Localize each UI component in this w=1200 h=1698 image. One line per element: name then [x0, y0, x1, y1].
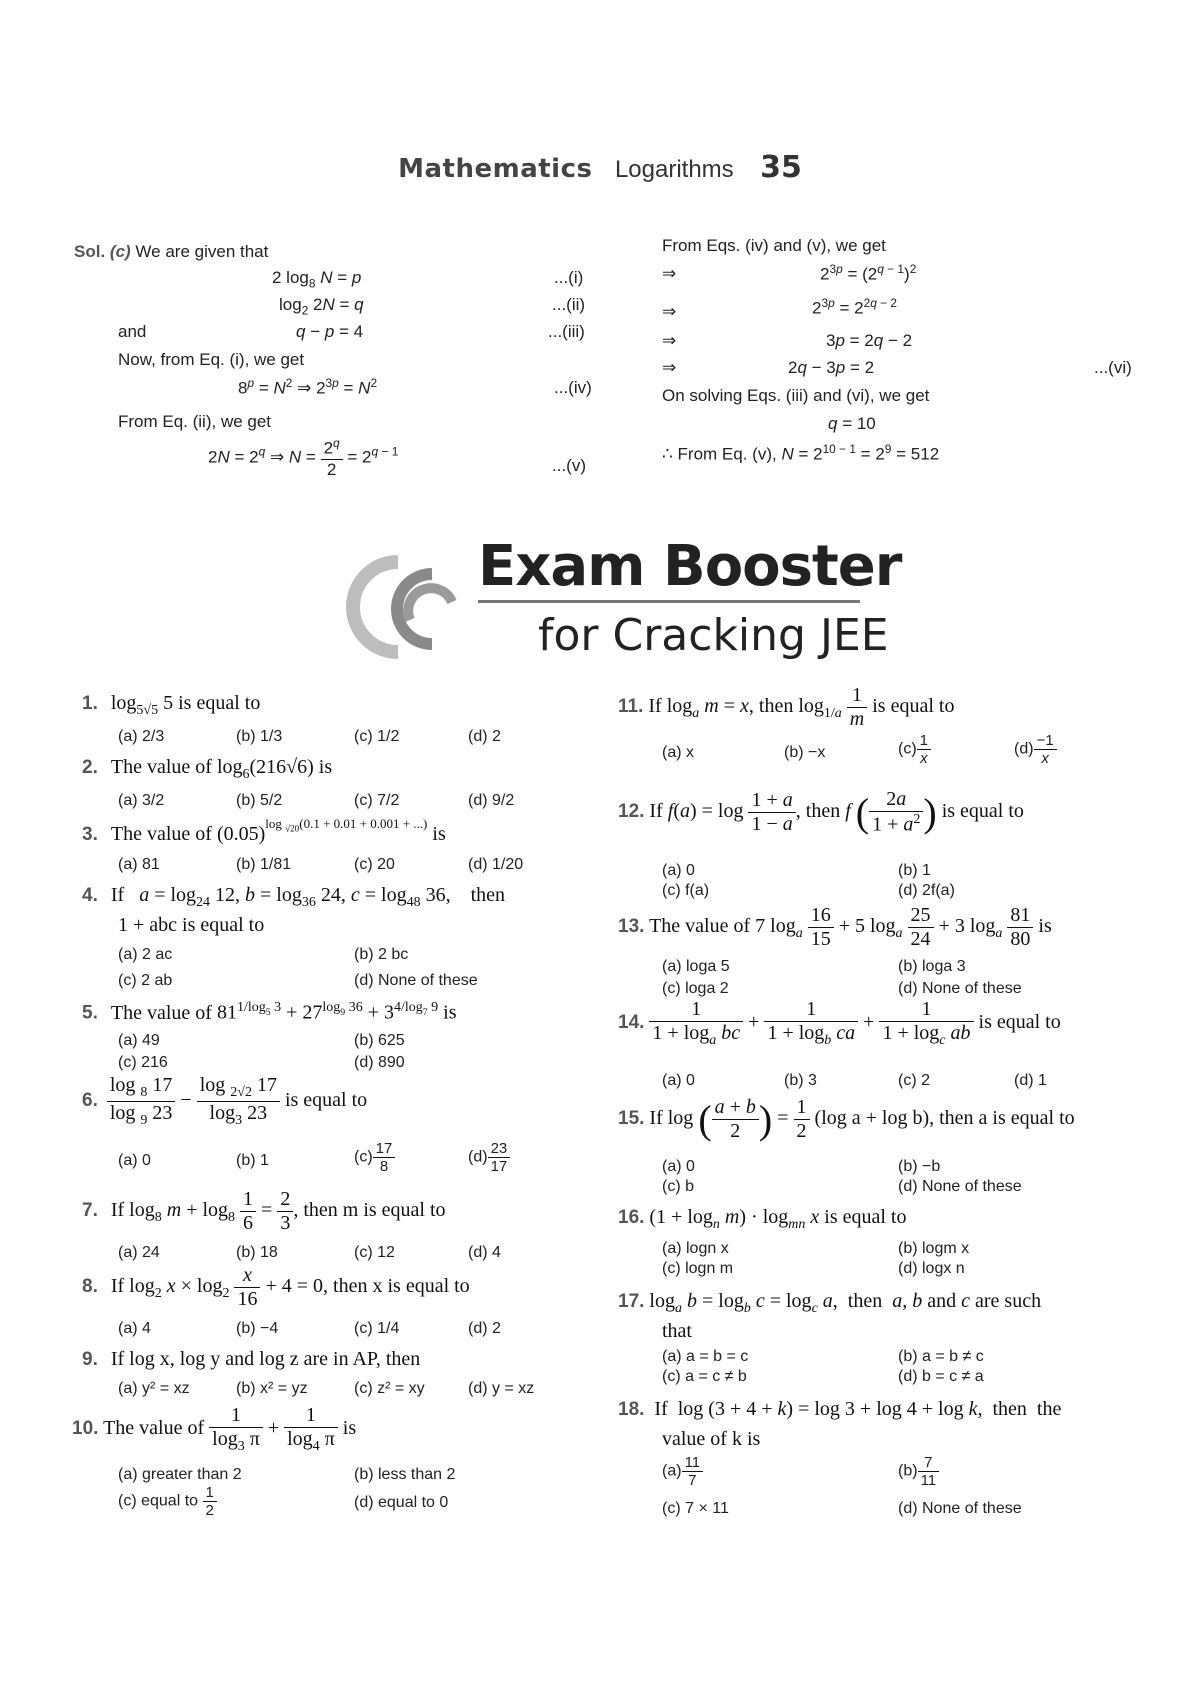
q12-option-b: (b) 1	[898, 862, 931, 879]
q4-option-c: (c) 2 ab	[118, 972, 173, 989]
q8-option-b: (b) −4	[236, 1320, 279, 1337]
q14-option-c: (c) 2	[898, 1072, 930, 1089]
q11-option-d: (d) $\frac{-1}{x}$	[1014, 732, 1057, 767]
question-3: 3. The value of $(0.05)^{log _{√20}(0.1 + 0.01 + 0.001 + ...)}$ is	[82, 816, 446, 845]
right-intro: From Eqs. (iv) and (v), we get	[662, 236, 886, 255]
q15-option-a: (a) 0	[662, 1158, 695, 1175]
r-eq-4: 2q − 3p = 2	[788, 358, 875, 377]
question-18: 18. If log (3 + 4 + k) = log 3 + log 4 + log k, then the	[618, 1398, 1062, 1420]
q4-option-a: (a) 2 ac	[118, 946, 173, 963]
q6-option-b: (b) 1	[236, 1152, 269, 1169]
question-4-line2: 1 + abc is equal to	[118, 914, 265, 936]
final-line: ∴ From Eq. (v), $N = 2^{10 - 1} = 2^9 = 512$	[662, 442, 940, 464]
q16-option-d: (d) logx n	[898, 1260, 965, 1277]
q18-option-c: (c) 7 × 11	[662, 1500, 729, 1517]
question-10: 10. The value of $\frac{1}{\log_3 \pi}$ + $\frac{1}{\log_4 \pi}$ is	[72, 1404, 357, 1454]
q16-option-a: (a) logn x	[662, 1240, 729, 1257]
q17-option-a: (a) a = b = c	[662, 1348, 749, 1365]
q5-option-b: (b) 625	[354, 1032, 405, 1049]
q13-option-a: (a) loga 5	[662, 958, 730, 975]
q5-option-c: (c) 216	[118, 1054, 168, 1071]
banner-title: Exam Booster	[478, 534, 902, 599]
tag-5: ...(v)	[552, 456, 586, 475]
q9-option-b: (b) x² = yz	[236, 1380, 308, 1397]
q3-option-b: (b) 1/81	[236, 856, 292, 873]
q2-option-c: (c) 7/2	[354, 792, 400, 809]
question-8: 8. If $\log_2 x \times \log_2$ $\frac{x}{16}$ + 4 = 0, then x is equal to	[82, 1264, 470, 1310]
eq-3: q − p = 4	[296, 322, 364, 341]
q15-option-d: (d) None of these	[898, 1178, 1022, 1195]
question-9: 9. If log x, log y and log z are in AP, then	[82, 1348, 421, 1370]
q13-option-c: (c) loga 2	[662, 980, 729, 997]
q11-option-c: (c) $\frac{1}{x}$	[898, 732, 931, 767]
r-eq-1: $2^{3p} = (2^{q - 1})^2$	[820, 262, 917, 284]
q16-option-b: (b) logm x	[898, 1240, 970, 1257]
solving-line: On solving Eqs. (iii) and (vi), we get	[662, 386, 930, 405]
q4-option-d: (d) None of these	[354, 972, 478, 989]
banner-subtitle: for Cracking JEE	[538, 610, 889, 661]
question-14: 14. $\frac{1}{1 + \log_a bc}$ + $\frac{1}{1 + \log_b ca}$ + $\frac{1}{1 + \log_c ab}$ is equal to	[618, 998, 1061, 1048]
q7-option-a: (a) 24	[118, 1244, 160, 1261]
q17-option-b: (b) a = b ≠ c	[898, 1348, 984, 1365]
q6-option-a: (a) 0	[118, 1152, 151, 1169]
q9-option-c: (c) z² = xy	[354, 1380, 425, 1397]
q2-option-a: (a) 3/2	[118, 792, 165, 809]
q-equals: q = 10	[828, 414, 876, 433]
question-13: 13. The value of 7 $\log_a$ $\frac{16}{15}$ + 5 $\log_a$ $\frac{25}{24}$ + 3 $\log_a$ $\frac{81}{80}$ is	[618, 904, 1052, 950]
arrow-3: ⇒	[662, 331, 677, 350]
q9-option-d: (d) y = xz	[468, 1380, 535, 1397]
question-6: 6. $\frac{\log _8 17}{\log _9 23}$ − $\frac{\log _{2√2} 17}{\log_3 23}$ is equal to	[82, 1074, 368, 1128]
q15-option-c: (c) b	[662, 1178, 694, 1195]
question-2: 2. The value of $\log_6(216√6)$ is	[82, 756, 333, 782]
q3-option-d: (d) 1/20	[468, 856, 524, 873]
question-11: 11. If $\log_a m = x$, then $\log_{1/a}$ $\frac{1}{m}$ is equal to	[618, 684, 955, 730]
question-17-line2: that	[662, 1320, 692, 1342]
q12-option-d: (d) 2f(a)	[898, 882, 955, 899]
eq-1: 2 $\log_8 N = p$	[272, 268, 362, 291]
r-eq-3: 3p = 2q − 2	[826, 331, 913, 350]
solution-intro: Sol. (c) We are given that	[74, 242, 269, 261]
q13-option-b: (b) loga 3	[898, 958, 966, 975]
q14-option-a: (a) 0	[662, 1072, 695, 1089]
q11-option-a: (a) x	[662, 744, 694, 761]
question-12: 12. If f(a) = log $\frac{1 + a}{1 - a}$ , then f ( $\frac{2a}{1 + a^2}$ ) is equal to	[618, 788, 1024, 836]
q10-option-d: (d) equal to 0	[354, 1494, 449, 1511]
q6-option-d: (d) $\frac{23}{17}$	[468, 1140, 510, 1175]
q8-option-d: (d) 2	[468, 1320, 501, 1337]
eq-5: $2N = 2^q$ ⇒ N = $\frac{2^q}{2}$ = $2^{q - 1}$	[208, 436, 399, 479]
q2-option-b: (b) 5/2	[236, 792, 283, 809]
tag-6: ...(vi)	[1094, 358, 1132, 377]
tag-3: ...(iii)	[548, 322, 585, 341]
question-17: 17. $\log_a b = \log_b c = \log_c a$, then a, b and c are such	[618, 1290, 1042, 1316]
q14-option-d: (d) 1	[1014, 1072, 1047, 1089]
q18-option-b: (b) $\frac{7}{11}$	[898, 1454, 939, 1489]
eq-2: $\log_2 2N = q$	[279, 295, 364, 318]
q12-option-c: (c) f(a)	[662, 882, 710, 899]
arrow-1: ⇒	[662, 264, 677, 283]
tag-2: ...(ii)	[552, 295, 586, 314]
question-1: 1. $\log_{5√5} 5$ is equal to	[82, 692, 261, 718]
question-4: 4. If $a = \log_{24} 12$, $b = \log_{36} 24$, $c = \log_{48} 36$, then	[82, 884, 506, 910]
q18-option-d: (d) None of these	[898, 1500, 1022, 1517]
banner-rule	[478, 600, 860, 603]
q1-option-c: (c) 1/2	[354, 728, 400, 745]
question-7: 7. If $\log_8 m + \log_8$ $\frac{1}{6}$ = $\frac{2}{3}$ , then m is equal to	[82, 1188, 446, 1234]
topic-title: Logarithms	[614, 156, 734, 183]
q5-option-d: (d) 890	[354, 1054, 405, 1071]
q13-option-d: (d) None of these	[898, 980, 1022, 997]
subject-title: Mathematics	[398, 154, 593, 184]
from-eq2-line: From Eq. (ii), we get	[118, 412, 272, 431]
q18-option-a: (a) $\frac{11}{7}$	[662, 1454, 703, 1489]
r-eq-2: $2^{3p} = 2^{2q - 2}$	[812, 296, 897, 318]
question-5: 5. The value of $81^{1/log_5 3} + 27^{log_9 36} + 3^{4/log_7 9}$ is	[82, 1000, 457, 1024]
now-line: Now, from Eq. (i), we get	[118, 350, 305, 369]
q3-option-c: (c) 20	[354, 856, 395, 873]
page-header	[0, 150, 1200, 185]
q4-option-b: (b) 2 bc	[354, 946, 409, 963]
q8-option-a: (a) 4	[118, 1320, 151, 1337]
q15-option-b: (b) −b	[898, 1158, 941, 1175]
q1-option-a: (a) 2/3	[118, 728, 165, 745]
q6-option-c: (c) $\frac{17}{8}$	[354, 1140, 395, 1175]
tag-1: ...(i)	[554, 268, 584, 287]
q1-option-b: (b) 1/3	[236, 728, 283, 745]
q7-option-c: (c) 12	[354, 1244, 395, 1261]
q9-option-a: (a) y² = xz	[118, 1380, 190, 1397]
q3-option-a: (a) 81	[118, 856, 160, 873]
arrow-2: ⇒	[662, 302, 677, 321]
page-number: 35	[760, 150, 802, 185]
q2-option-d: (d) 9/2	[468, 792, 515, 809]
eq-4: $8^p = N^2$ ⇒ $2^{3p} = N^2$	[238, 376, 378, 398]
q17-option-c: (c) a = c ≠ b	[662, 1368, 747, 1385]
and-label: and	[118, 322, 147, 341]
arrow-4: ⇒	[662, 358, 677, 377]
q16-option-c: (c) logn m	[662, 1260, 734, 1277]
q7-option-b: (b) 18	[236, 1244, 278, 1261]
q12-option-a: (a) 0	[662, 862, 695, 879]
question-18-line2: value of k is	[662, 1428, 761, 1450]
q17-option-d: (d) b = c ≠ a	[898, 1368, 984, 1385]
q10-option-b: (b) less than 2	[354, 1466, 456, 1483]
question-16: 16. $(1 + \log_n m) \cdot \log_{mn} x$ is equal to	[618, 1206, 907, 1232]
q10-option-c: (c) equal to $\frac{1}{2}$	[118, 1484, 217, 1519]
q14-option-b: (b) 3	[784, 1072, 817, 1089]
question-15: 15. If log ( $\frac{a + b}{2}$ ) = $\frac{1}{2}$ (log a + log b), then a is equal to	[618, 1096, 1075, 1142]
tag-4: ...(iv)	[554, 378, 592, 397]
q1-option-d: (d) 2	[468, 728, 501, 745]
banner-logo-icon	[340, 552, 490, 662]
q11-option-b: (b) −x	[784, 744, 826, 761]
q10-option-a: (a) greater than 2	[118, 1466, 242, 1483]
q8-option-c: (c) 1/4	[354, 1320, 400, 1337]
q5-option-a: (a) 49	[118, 1032, 160, 1049]
q7-option-d: (d) 4	[468, 1244, 501, 1261]
